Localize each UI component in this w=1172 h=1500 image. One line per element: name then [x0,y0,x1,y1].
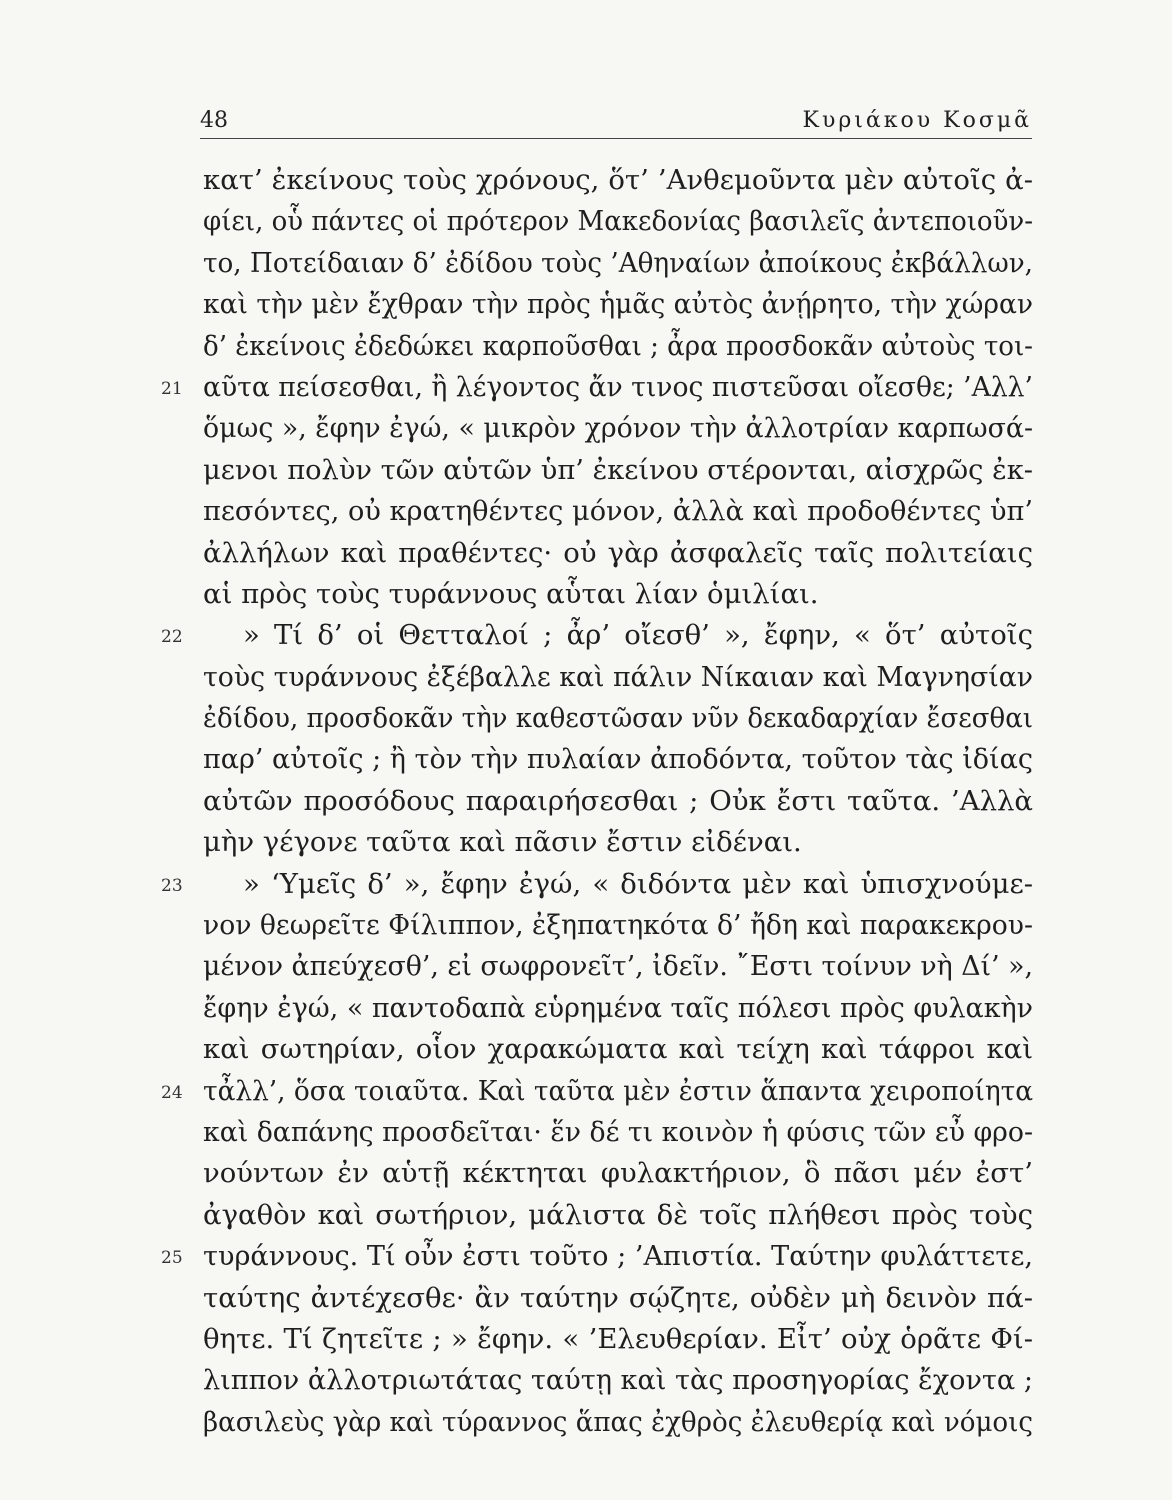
text-line [203,533,1033,574]
text-line [203,698,1033,739]
line-text: ταύτης ἀντέχεσθε· ἂν ταύτην σῴζητε, οὐδὲν μὴ δεινὸν πά- [203,1281,1033,1314]
line-text: » Τί δ’ οἱ Θετταλοί ; ἆρ’ οἴεσθ’ », ἔφην, « ὅτ’ αὐτοῖς [243,619,1033,652]
text-line [203,284,1033,325]
text-line [203,491,1033,532]
line-text: καὶ δαπάνης προσδεῖται· ἕν δέ τι κοινὸν ἡ φύσις τῶν εὖ φρο- [203,1115,1033,1148]
line-text: ἀγαθὸν καὶ σωτήριον, μάλιστα δὲ τοῖς πλήθεσι πρὸς τοὺς [203,1198,1033,1231]
text-line [203,657,1033,698]
text-line [203,905,1033,946]
text-line [203,326,1033,367]
section-number: 22 [161,627,183,648]
text-line [203,1112,1033,1153]
line-text: παρ’ αὐτοῖς ; ἢ τὸν τὴν πυλαίαν ἀποδόντα, τοῦτον τὰς ἰδίας [203,743,1033,776]
text-line [203,781,1033,822]
line-text: βασιλεὺς γὰρ καὶ τύραννος ἅπας ἐχθρὸς ἐλευθερίᾳ καὶ νόμοις [203,1405,1033,1438]
line-text: φίει, οὗ πάντες οἱ πρότερον Μακεδονίας βασιλεῖς ἀντεποιοῦν- [203,205,1033,238]
line-text: μένον ἀπεύχεσθ’, εἰ σωφρονεῖτ’, ἰδεῖν. ῎Εστι τοίνυν νὴ Δί’ », [203,950,1033,983]
line-text: το, Ποτείδαιαν δ’ ἐδίδου τοὺς ’Αθηναίων ἀποίκους ἐκβάλλων, [203,246,1033,279]
line-text: κατ’ ἐκείνους τοὺς χρόνους, ὅτ’ ’Ανθεμοῦντα μὲν αὐτοῖς ἀ- [203,164,1033,196]
text-line [203,574,1033,615]
text-line [203,201,1033,242]
line-text: ἔφην ἐγώ, « παντοδαπὰ εὑρημένα ταῖς πόλεσι πρὸς φυλακὴν [203,991,1033,1024]
line-text: αἱ πρὸς τοὺς τυράννους αὗται λίαν ὁμιλίαι. [203,577,819,610]
text-line [203,1319,1033,1360]
text-line [161,615,1033,656]
line-text: ὅμως », ἔφην ἐγώ, « μικρὸν χρόνον τὴν ἀλλοτρίαν καρπωσά- [203,412,1033,445]
section-number: 24 [161,1082,183,1103]
line-text: τοὺς τυράννους ἐξέβαλλε καὶ πάλιν Νίκαιαν καὶ Μαγνησίαν [203,660,1033,693]
text-line [203,946,1033,987]
line-text: καὶ σωτηρίαν, οἷον χαρακώματα καὶ τείχη καὶ τάφροι καὶ [203,1033,1033,1066]
text-line [203,1153,1033,1194]
line-text: θητε. Τί ζητεῖτε ; » ἔφην. « ’Ελευθερίαν. Εἶτ’ οὐχ ὁρᾶτε Φί- [203,1322,1033,1355]
line-text: αῦτα πείσεσθαι, ἢ λέγοντος ἄν τινος πιστεῦσαι οἴεσθε; ’Αλλ’ [203,370,1033,403]
section-number: 21 [161,378,183,399]
text-line [203,988,1033,1029]
text-line [203,1360,1033,1401]
text-line [161,1071,1033,1112]
line-text: καὶ τὴν μὲν ἔχθραν τὴν πρὸς ἡμᾶς αὐτὸς ἀνῄρητο, τὴν χώραν [203,288,1033,321]
line-text: τυράννους. Τί οὖν ἐστι τοῦτο ; ’Απιστία. Ταύτην φυλάττετε, [203,1240,1033,1273]
line-text: τἆλλ’, ὅσα τοιαῦτα. Καὶ ταῦτα μὲν ἐστιν ἅπαντα χειροποίητα [203,1074,1033,1107]
line-text: νον θεωρεῖτε Φίλιππον, ἐξηπατηκότα δ’ ἤδη καὶ παρακεκρου- [203,909,1033,942]
line-text: μὴν γέγονε ταῦτα καὶ πᾶσιν ἔστιν εἰδέναι. [203,826,802,859]
line-text: λιππον ἀλλοτριωτάτας ταύτῃ καὶ τὰς προσηγορίας ἔχοντα ; [203,1364,1033,1397]
text-line [203,450,1033,491]
section-number: 25 [161,1248,183,1269]
text-line [203,160,1033,201]
text-line [203,822,1033,863]
main-text [161,160,1033,1443]
text-line [203,1402,1033,1443]
line-text: αὐτῶν προσόδους παραιρήσεσθαι ; Οὐκ ἔστι ταῦτα. ’Αλλὰ [203,784,1033,817]
line-text: » ‘Υμεῖς δ’ », ἔφην ἐγώ, « διδόντα μὲν καὶ ὑπισχνούμε- [243,867,1033,900]
text-line [203,1278,1033,1319]
line-text: μενοι πολὺν τῶν αὑτῶν ὑπ’ ἐκείνου στέρονται, αἰσχρῶς ἐκ- [203,453,1033,486]
page-number: 48 [200,108,228,133]
text-line [203,739,1033,780]
line-text: ἐδίδου, προσδοκᾶν τὴν καθεστῶσαν νῦν δεκαδαρχίαν ἔσεσθαι [203,702,1033,735]
text-line [203,1195,1033,1236]
line-text: νούντων ἐν αὑτῇ κέκτηται φυλακτήριον, ὃ πᾶσι μέν ἐστ’ [203,1157,1033,1190]
text-line [161,1236,1033,1277]
text-line [161,864,1033,905]
running-head: Κυριάκου Κοσμᾶ [802,108,1032,133]
text-line [161,367,1033,408]
line-text: ἀλλήλων καὶ πραθέντες· οὐ γὰρ ἀσφαλεῖς ταῖς πολιτείαις [203,536,1033,569]
line-text: πεσόντες, οὐ κρατηθέντες μόνον, ἀλλὰ καὶ προδοθέντες ὑπ’ [203,495,1033,528]
section-number: 23 [161,875,183,896]
text-line [203,243,1033,284]
text-line [203,1029,1033,1070]
text-line [203,408,1033,449]
page-header [200,104,1032,139]
line-text: δ’ ἐκείνοις ἐδεδώκει καρποῦσθαι ; ἆρα προσδοκᾶν αὐτοὺς τοι- [203,329,1033,362]
